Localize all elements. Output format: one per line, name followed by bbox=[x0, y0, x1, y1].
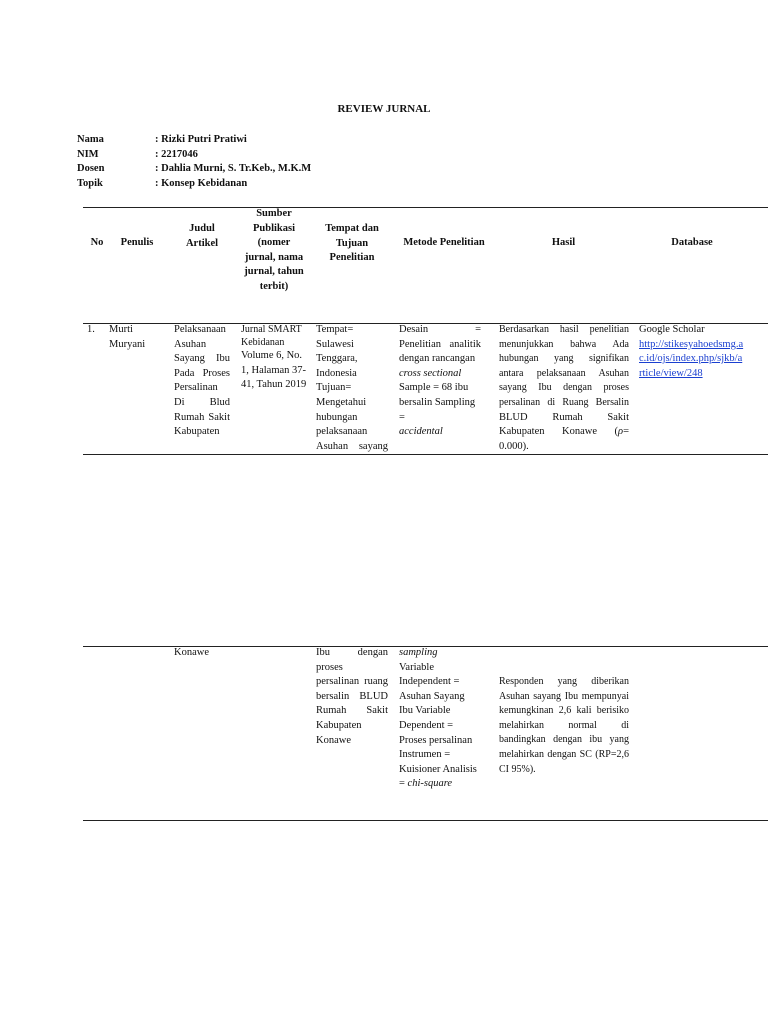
document-title: REVIEW JURNAL bbox=[337, 103, 431, 115]
row1-metode-sample: Sample = 68 ibu bersalin Sampling = bbox=[399, 382, 476, 423]
row1-cont-tempat: Ibu dengan proses persalinan ruang bersalin BLUD Rumah Sakit Kabupaten Konawe bbox=[316, 647, 388, 746]
row1-hasil-pvalue: = 0.000). bbox=[499, 426, 629, 452]
row1-database-name: Google Scholar bbox=[639, 324, 705, 335]
row1-cont-metode bbox=[399, 646, 481, 792]
row1-cont-judul: Konawe bbox=[174, 647, 209, 658]
header-sumber: Sumber Publikasi (nomer jurnal, nama jurnal, tahun terbit) bbox=[244, 208, 304, 292]
row1-hasil-blud: BLUD Rumah Sakit Kabupaten Konawe ( bbox=[499, 411, 629, 438]
meta-key: Dosen bbox=[77, 163, 105, 175]
row1-metode-desain: Desain = Penelitian analitik dengan rancangan bbox=[399, 324, 481, 365]
row1-penulis: Murti Muryani bbox=[109, 324, 146, 350]
row1-cont-metode-sampling: sampling bbox=[399, 647, 438, 658]
meta-value: : Konsep Kebidanan bbox=[155, 177, 248, 189]
row1-hasil-rho: ρ bbox=[618, 426, 624, 438]
row1-cont-hasil: Responden yang diberikan Asuhan sayang Ibu mempunyai kemungkinan 2,6 kali berisiko melahirkan normal di bandingkan dengan ibu yang melahirkan dengan SC (RP=2,6 CI 95%). bbox=[499, 676, 629, 775]
row1-sumber-detail: Volume 6, No. 1, Halaman 37-41, Tahun 2019 bbox=[241, 350, 307, 391]
table2-bottom-rule bbox=[83, 820, 768, 821]
meta-value: : 2217046 bbox=[155, 148, 198, 160]
row1-database bbox=[639, 323, 745, 381]
header-metode: Metode Penelitian bbox=[403, 237, 485, 248]
meta-value: : Rizki Putri Pratiwi bbox=[155, 134, 247, 145]
row1-judul: Pelaksanaan Asuhan Sayang Ibu Pada Proses Persalinan Di Blud Rumah Sakit Kabupaten bbox=[174, 324, 230, 438]
header-tempat: Tempat dan Tujuan Penelitian bbox=[325, 223, 379, 264]
row1-metode-cross: cross sectional bbox=[399, 367, 462, 379]
row1-no: 1. bbox=[87, 324, 95, 335]
meta-row-nim bbox=[77, 148, 311, 163]
row1-cont-metode-text: Variable Independent = Asuhan Sayang Ibu Variable Dependent = Proses persalinan Instrumen = Kuisioner Analisis = bbox=[399, 661, 477, 790]
header-hasil: Hasil bbox=[551, 237, 576, 248]
row1-cont-metode-chi: chi-square bbox=[407, 778, 453, 790]
header-database: Database bbox=[671, 237, 713, 248]
row1-hasil-text: Berdasarkan hasil penelitian menunjukkan bahwa Ada hubungan yang signifikan antara pelaksanaan Asuhan sayang Ibu dengan proses persalinan di Ruang Bersalin bbox=[499, 324, 629, 408]
meta-key: NIM bbox=[77, 148, 99, 160]
meta-key: Topik bbox=[77, 177, 103, 189]
header-no: No bbox=[90, 237, 104, 248]
row1-tempat: Tempat= Sulawesi Tenggara, Indonesia Tujuan= Mengetahui hubungan pelaksanaan Asuhan sayang bbox=[316, 324, 388, 452]
meta-key: Nama bbox=[77, 134, 104, 145]
meta-block bbox=[77, 133, 311, 191]
row1-sumber-journal: Jurnal SMART Kebidanan bbox=[241, 324, 302, 348]
header-judul: Judul Artikel bbox=[185, 223, 219, 249]
row1-metode bbox=[399, 323, 481, 440]
row1-database-link[interactable]: http://stikesyahoedsmg.ac.id/ojs/index.php/sjkb/article/view/248 bbox=[639, 338, 744, 379]
meta-row-dosen bbox=[77, 162, 311, 177]
meta-row-nama bbox=[77, 133, 311, 148]
meta-value: : Dahlia Murni, S. Tr.Keb., M.K.M bbox=[155, 163, 312, 175]
header-penulis: Penulis bbox=[120, 237, 154, 248]
meta-row-topik bbox=[77, 177, 311, 192]
table-top-rule bbox=[83, 207, 768, 208]
row1-metode-accidental: accidental bbox=[399, 426, 443, 438]
row1-hasil bbox=[499, 323, 629, 454]
table-bottom-rule bbox=[83, 454, 768, 455]
row1-sumber bbox=[241, 323, 307, 393]
